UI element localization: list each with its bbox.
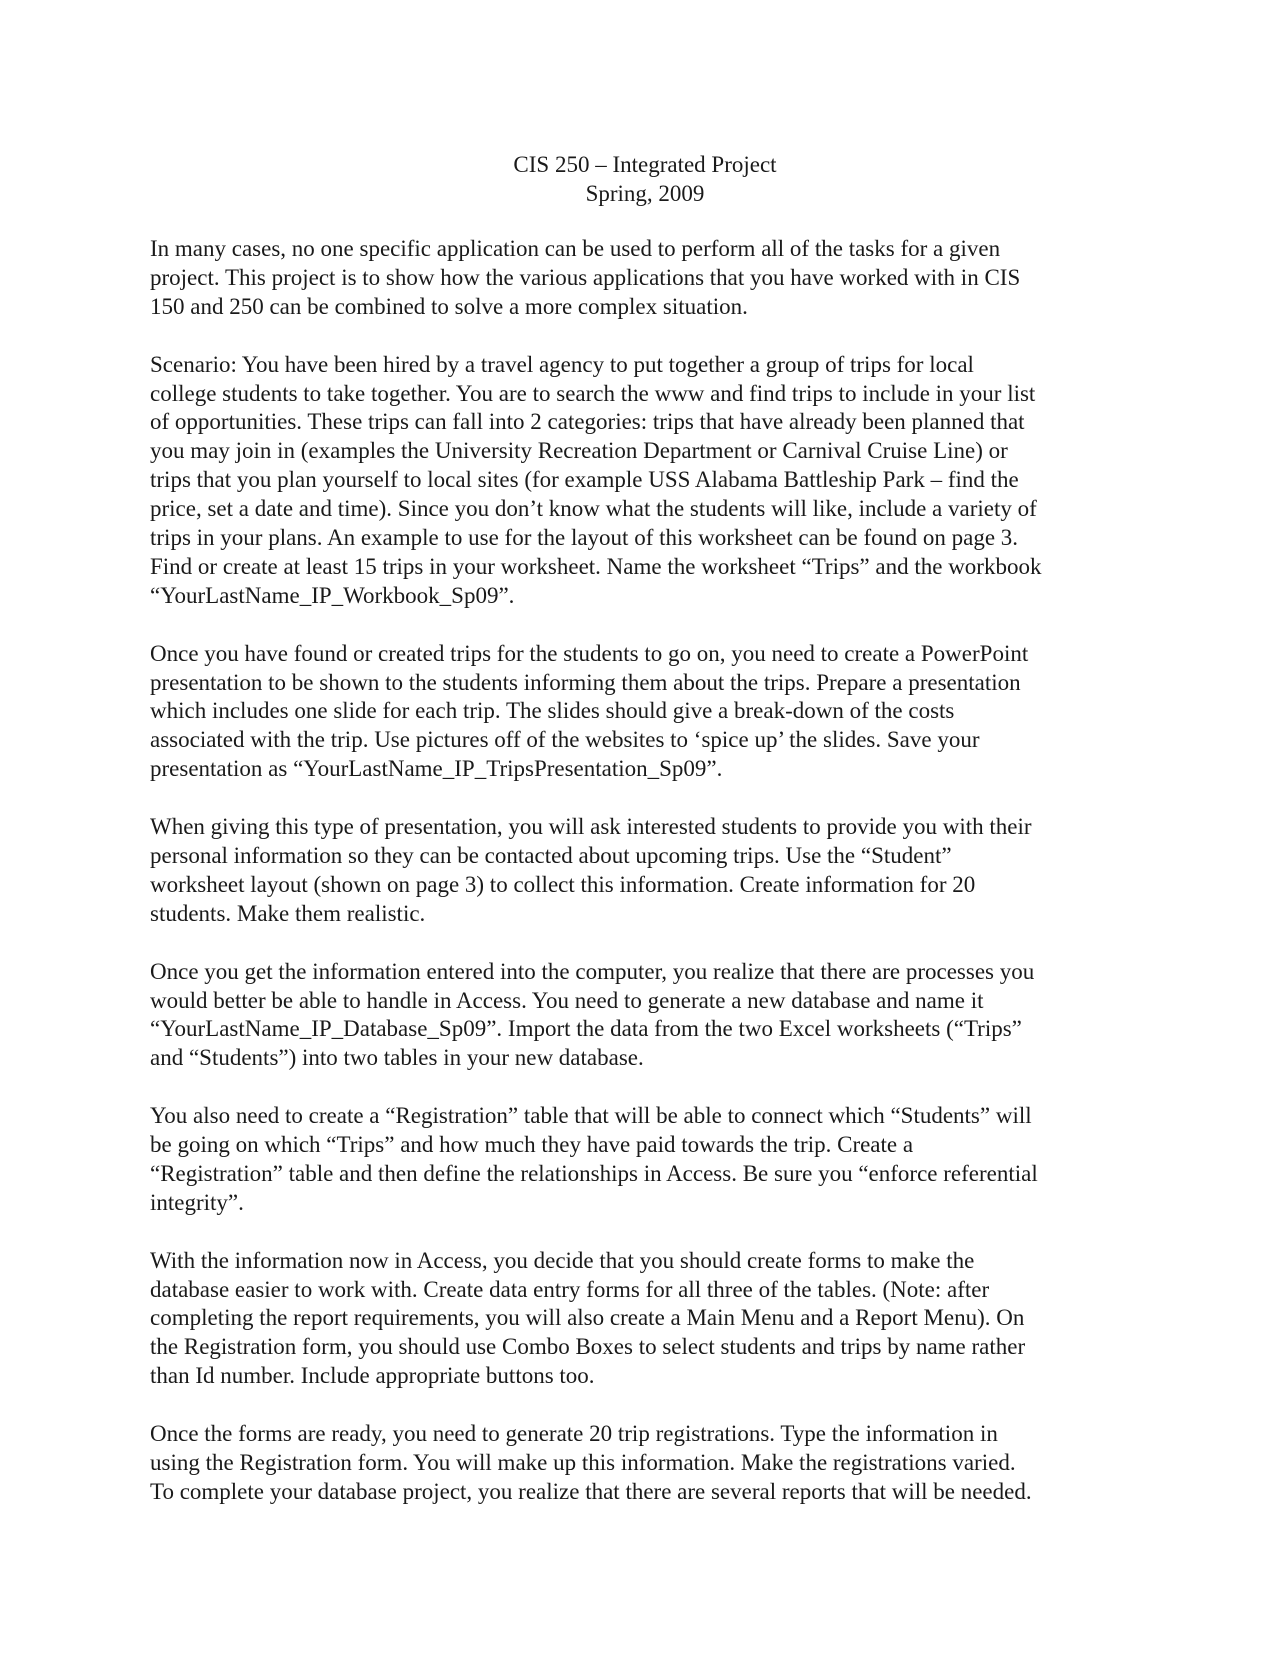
text-line: trips in your plans. An example to use for the layout of this worksheet can be found on page 3. bbox=[150, 525, 1019, 551]
text-line: than Id number. Include appropriate buttons too. bbox=[150, 1363, 595, 1389]
text-line: Scenario: You have been hired by a travel agency to put together a group of trips for local bbox=[150, 351, 974, 377]
text-line: which includes one slide for each trip. The slides should give a break-down of the costs bbox=[150, 698, 955, 724]
text-line: Once you have found or created trips for the students to go on, you need to create a PowerPoint bbox=[150, 640, 1029, 666]
document-subtitle: Spring, 2009 bbox=[585, 181, 705, 206]
text-line: You also need to create a “Registration” table that will be able to connect which “Students” will bbox=[150, 1103, 1032, 1129]
text-line: presentation to be shown to the students informing them about the trips. Prepare a presentation bbox=[150, 669, 1021, 695]
paragraph-8 bbox=[150, 1420, 1140, 1507]
text-line: using the Registration form. You will make up this information. Make the registrations varied. bbox=[150, 1449, 1016, 1475]
text-line: In many cases, no one specific application can be used to perform all of the tasks for a given bbox=[150, 236, 1001, 261]
text-line: project. This project is to show how the various applications that you have worked with in CIS bbox=[150, 264, 1021, 290]
text-line: completing the report requirements, you will also create a Main Menu and a Report Menu). On bbox=[150, 1305, 1025, 1331]
text-line: students. Make them realistic. bbox=[150, 900, 426, 926]
text-line: Once you get the information entered into the computer, you realize that there are processes you bbox=[150, 958, 1035, 984]
text-line: database easier to work with. Create data entry forms for all three of the tables. (Note: after bbox=[150, 1276, 990, 1302]
text-line: With the information now in Access, you decide that you should create forms to make the bbox=[150, 1247, 975, 1273]
text-line: would better be able to handle in Access. You need to generate a new database and name it bbox=[150, 987, 984, 1013]
text-line: integrity”. bbox=[150, 1189, 244, 1215]
document-body bbox=[150, 235, 1140, 1507]
paragraph-2 bbox=[150, 351, 1140, 611]
text-line: “Registration” table and then define the relationships in Access. Be sure you “enforce referential bbox=[150, 1160, 1038, 1186]
text-line: associated with the trip. Use pictures off of the websites to ‘spice up’ the slides. Save your bbox=[150, 727, 980, 753]
text-line: college students to take together. You are to search the www and find trips to include in your list bbox=[150, 380, 1036, 406]
document-title: CIS 250 – Integrated Project bbox=[513, 152, 777, 177]
page-content bbox=[150, 150, 1140, 1536]
text-line: and “Students”) into two tables in your new database. bbox=[150, 1045, 644, 1071]
text-line: “YourLastName_IP_Database_Sp09”. Import the data from the two Excel worksheets (“Trips” bbox=[150, 1016, 1022, 1042]
paragraph-7 bbox=[150, 1247, 1140, 1392]
text-line: worksheet layout (shown on page 3) to collect this information. Create information for 20 bbox=[150, 871, 976, 897]
text-line: presentation as “YourLastName_IP_TripsPresentation_Sp09”. bbox=[150, 756, 723, 782]
text-line: personal information so they can be contacted about upcoming trips. Use the “Student” bbox=[150, 842, 952, 868]
text-line: When giving this type of presentation, you will ask interested students to provide you with their bbox=[150, 814, 1032, 840]
paragraph-6 bbox=[150, 1102, 1140, 1218]
paragraph-3 bbox=[150, 640, 1140, 785]
text-line: Once the forms are ready, you need to generate 20 trip registrations. Type the information in bbox=[150, 1421, 998, 1447]
document-header bbox=[150, 150, 1140, 208]
text-line: Find or create at least 15 trips in your worksheet. Name the worksheet “Trips” and the workbook bbox=[150, 553, 1042, 579]
text-line: “YourLastName_IP_Workbook_Sp09”. bbox=[150, 582, 515, 608]
text-line: 150 and 250 can be combined to solve a more complex situation. bbox=[150, 293, 748, 319]
text-line: of opportunities. These trips can fall into 2 categories: trips that have already been planned that bbox=[150, 409, 1025, 435]
paragraph-5 bbox=[150, 958, 1140, 1074]
paragraph-4 bbox=[150, 813, 1140, 929]
text-line: be going on which “Trips” and how much they have paid towards the trip. Create a bbox=[150, 1132, 914, 1158]
text-line: price, set a date and time). Since you don’t know what the students will like, include a variety of bbox=[150, 496, 1037, 522]
text-line: the Registration form, you should use Combo Boxes to select students and trips by name rather bbox=[150, 1334, 1026, 1360]
text-line: trips that you plan yourself to local sites (for example USS Alabama Battleship Park – find the bbox=[150, 467, 1019, 493]
text-line: you may join in (examples the University Recreation Department or Carnival Cruise Line) or bbox=[150, 438, 1008, 464]
paragraph-1 bbox=[150, 235, 1140, 322]
text-line: To complete your database project, you realize that there are several reports that will be needed. bbox=[150, 1478, 1032, 1504]
